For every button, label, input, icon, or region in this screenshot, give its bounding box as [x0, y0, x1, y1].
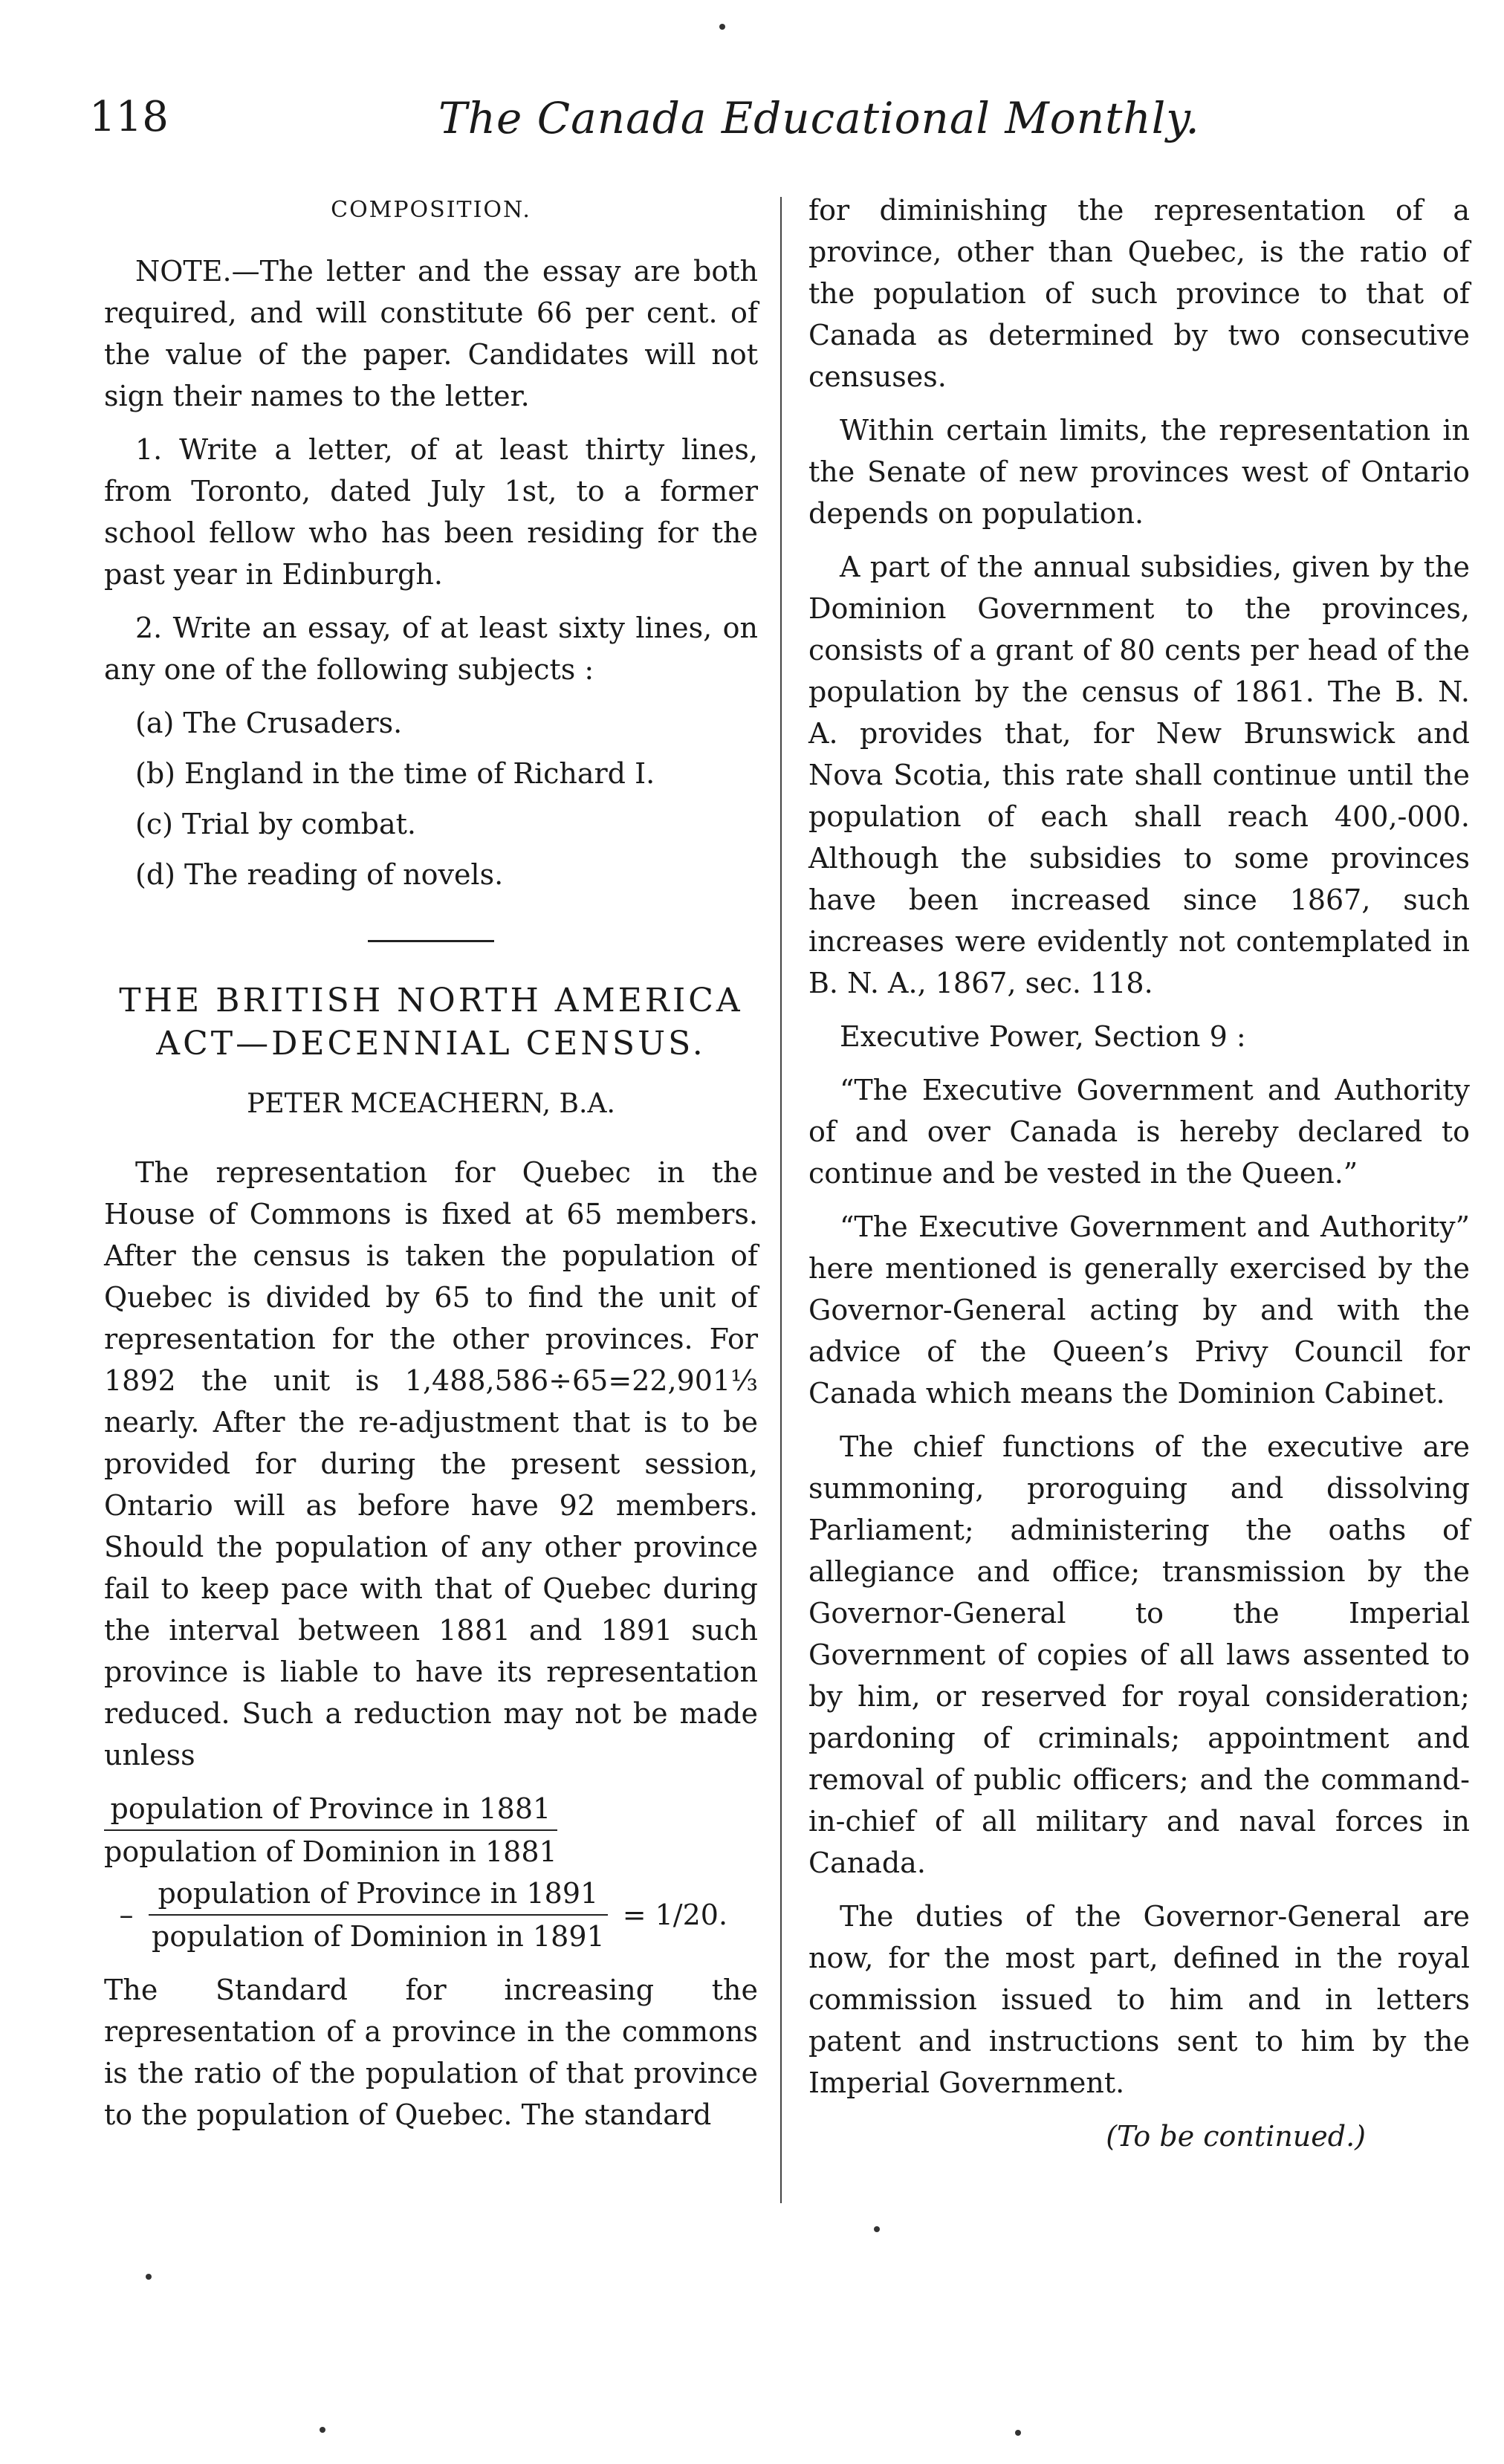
formula-numerator: population of Province in 1881: [104, 1788, 557, 1831]
article-quote: “The Executive Government and Authority of and over Canada is hereby declared to continue and be vested in the Queen.”: [808, 1074, 1470, 1190]
subject-item: (d) The reading of novels.: [135, 858, 504, 891]
column-divider: [780, 197, 782, 2203]
page-number: 118: [89, 93, 169, 141]
article-paragraph: A part of the annual subsidies, given by the Dominion Government to the provinces, consists of a grant of 80 cents per head of the population by the census of 1861. The B. N. A. provides that, for New Brunswick and Nova Scotia, this rate shall continue until the population of each shall reach 400,-000. Although the subsidies to some provinces have been increased since 1867, such increases were evidently not contemplated in B. N. A., 1867, sec. 118.: [808, 551, 1470, 999]
speck-mark: [719, 24, 725, 30]
article-paragraph: “The Executive Government and Authority” here mentioned is generally exercised by the Governor-General acting by and with the advice of the Queen’s Privy Council for Canada which means the Dominion Cabinet.: [808, 1210, 1470, 1410]
formula: [104, 1788, 758, 1957]
article-paragraph: Within certain limits, the representation in the Senate of new provinces west of Ontario depends on population.: [808, 414, 1470, 530]
article-paragraph: The duties of the Governor-General are now, for the most part, defined in the royal commission issued to him and in letters patent and instructions sent to him by the Imperial Government.: [808, 1900, 1470, 2099]
article-byline: PETER MCEACHERN, B.A.: [247, 1089, 615, 1119]
section-heading: COMPOSITION.: [331, 197, 531, 223]
formula-numerator: population of Province in 1891: [149, 1873, 608, 1916]
formula-fraction-1: [104, 1788, 557, 1873]
section-rule: [368, 940, 494, 942]
subject-item: (b) England in the time of Richard I.: [135, 757, 655, 790]
note-paragraph: NOTE.—The letter and the essay are both required, and will constitute 66 per cent. of the value of the paper. Candidates will not sign their names to the letter.: [104, 255, 758, 412]
right-column: [808, 189, 1470, 2157]
article-paragraph: The representation for Quebec in the House of Commons is fixed at 65 members. After the census is taken the population of Quebec is divided by 65 to find the unit of representation for the other provinces. For 1892 the unit is 1,488,586÷65=22,901⅓ nearly. After the re-adjustment that is to be provided for during the present session, Ontario will as before have 92 members. Should the population of any other province fail to keep pace with that of Quebec during the interval between 1881 and 1891 such province is liable to have its representation reduced. Such a reduction may not be made unless: [104, 1156, 758, 1771]
subject-item: (c) Trial by combat.: [135, 808, 416, 840]
formula-denominator: population of Dominion in 1891: [152, 1920, 605, 1953]
running-title: The Canada Educational Monthly.: [438, 93, 1200, 143]
formula-denominator: population of Dominion in 1881: [104, 1835, 557, 1868]
formula-second-line: [104, 1873, 758, 1957]
article-title: THE BRITISH NORTH AMERICA ACT—DECENNIAL CENSUS.: [119, 982, 743, 1063]
speck-mark: [874, 2226, 880, 2232]
article-paragraph: Executive Power, Section 9 :: [840, 1020, 1246, 1053]
formula-minus: –: [119, 1899, 134, 1931]
article-paragraph: The chief functions of the executive are summoning, proroguing and dissolving Parliament; administering the oaths of allegiance and office; transmission by the Governor-General to the Imperial Government of copies of all laws assented to by him, or reserved for royal consideration; pardoning of criminals; appointment and removal of public officers; and the command-in-chief of all military and naval forces in Canada.: [808, 1430, 1470, 1879]
speck-mark: [1015, 2430, 1021, 2436]
speck-mark: [146, 2274, 152, 2280]
to-be-continued: (To be continued.): [1106, 2120, 1366, 2153]
question-1: 1. Write a letter, of at least thirty lines, from Toronto, dated July 1st, to a former school fellow who has been residing for the past year in Edinburgh.: [104, 433, 758, 591]
question-2: 2. Write an essay, of at least sixty lines, on any one of the following subjects :: [104, 612, 758, 686]
formula-fraction-2: [149, 1873, 608, 1957]
left-column: [104, 189, 758, 2147]
article-paragraph: The Standard for increasing the representation of a province in the commons is the ratio of the population of that province to the population of Quebec. The standard: [104, 1974, 758, 2131]
article-paragraph: for diminishing the representation of a province, other than Quebec, is the ratio of the population of such province to that of Canada as determined by two consecutive censuses.: [808, 194, 1470, 393]
subject-item: (a) The Crusaders.: [135, 707, 403, 739]
formula-equals: = 1/20.: [622, 1899, 728, 1931]
page-header: [0, 0, 1504, 149]
speck-mark: [320, 2427, 325, 2433]
